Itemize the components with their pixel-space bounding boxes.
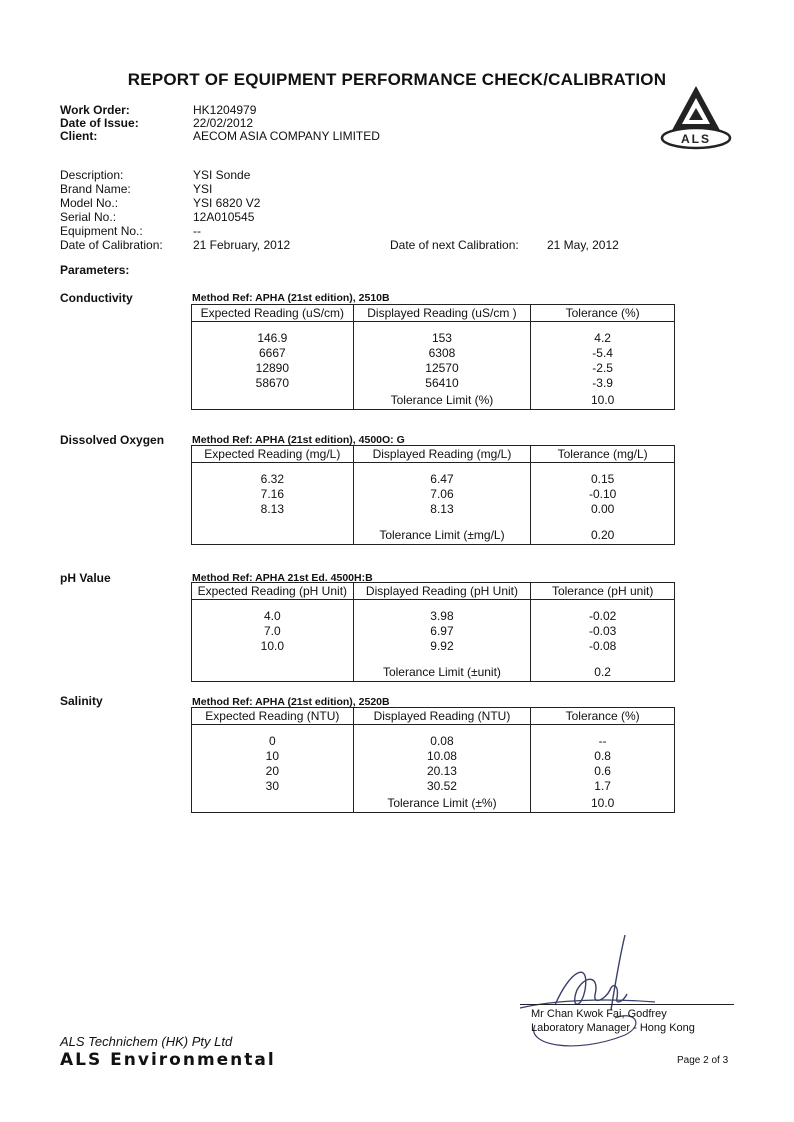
signatory-position: Laboratory Manager - Hong Kong (531, 1022, 695, 1034)
tolerance-limit-label: Tolerance Limit (±unit) (353, 663, 531, 682)
cal-date-label: Date of Calibration: (60, 238, 163, 252)
serial-label: Serial No.: (60, 210, 117, 224)
signature-line (520, 1004, 734, 1005)
table-cell: 30 (192, 779, 354, 794)
table-cell: 6.97 (353, 624, 531, 639)
table-cell: 6308 (353, 346, 531, 361)
table-cell: 0 (192, 734, 354, 749)
client-value: AECOM ASIA COMPANY LIMITED (193, 129, 380, 143)
tolerance-limit-row (192, 663, 675, 682)
parameters-label: Parameters: (60, 263, 130, 277)
client-label: Client: (60, 129, 98, 143)
tolerance-limit-row (192, 526, 675, 545)
table-row (192, 609, 675, 624)
table-row (192, 779, 675, 794)
table-cell: -0.03 (531, 624, 675, 639)
table-row (192, 346, 675, 361)
table-row (192, 487, 675, 502)
table-row (192, 502, 675, 517)
table-header: Expected Reading (NTU) (192, 708, 354, 725)
ph-value-method: Method Ref: APHA 21st Ed. 4500H:B (192, 572, 373, 584)
table-row (192, 639, 675, 654)
table-header: Displayed Reading (pH Unit) (353, 583, 531, 600)
page-number: Page 2 of 3 (677, 1055, 729, 1066)
table-cell: 12570 (353, 361, 531, 376)
table-cell: 4.2 (531, 331, 675, 346)
tolerance-limit-row (192, 794, 675, 813)
table-header: Displayed Reading (uS/cm ) (353, 305, 531, 322)
tolerance-limit-value: 10.0 (531, 794, 675, 813)
table-row (192, 361, 675, 376)
table-cell: 0.6 (531, 764, 675, 779)
model-value: YSI 6820 V2 (193, 196, 261, 210)
section-conductivity-label: Conductivity (60, 291, 133, 305)
table-cell: 20.13 (353, 764, 531, 779)
tolerance-limit-value: 0.2 (531, 663, 675, 682)
date-issue-value: 22/02/2012 (193, 116, 254, 130)
salinity-method: Method Ref: APHA (21st edition), 2520B (192, 696, 390, 708)
table-cell: 10.08 (353, 749, 531, 764)
work-order-label: Work Order: (60, 103, 130, 117)
table-cell: -- (531, 734, 675, 749)
description-label: Description: (60, 168, 124, 182)
brand-label: Brand Name: (60, 182, 131, 196)
table-cell: 9.92 (353, 639, 531, 654)
table-row (192, 764, 675, 779)
cal-date-value: 21 February, 2012 (193, 238, 291, 252)
table-cell: 7.16 (192, 487, 354, 502)
table-header: Tolerance (%) (531, 708, 675, 725)
tolerance-limit-label: Tolerance Limit (±%) (353, 794, 531, 813)
tolerance-limit-label: Tolerance Limit (%) (353, 391, 531, 410)
table-cell: 1.7 (531, 779, 675, 794)
tolerance-limit-value: 0.20 (531, 526, 675, 545)
table-cell: 20 (192, 764, 354, 779)
table-header: Expected Reading (mg/L) (192, 446, 354, 463)
table-cell: -5.4 (531, 346, 675, 361)
table-cell: 4.0 (192, 609, 354, 624)
table-cell: 0.8 (531, 749, 675, 764)
report-title: REPORT OF EQUIPMENT PERFORMANCE CHECK/CALIBRATION (127, 70, 667, 89)
table-cell: 0.08 (353, 734, 531, 749)
table-row (192, 472, 675, 487)
equip-no-value: -- (193, 224, 201, 238)
table-cell: 7.06 (353, 487, 531, 502)
table-cell: 0.00 (531, 502, 675, 517)
table-row (192, 624, 675, 639)
table-cell: -0.10 (531, 487, 675, 502)
next-cal-value: 21 May, 2012 (547, 238, 619, 252)
table-cell: 30.52 (353, 779, 531, 794)
table-cell: 3.98 (353, 609, 531, 624)
table-cell: 12890 (192, 361, 354, 376)
table-cell: -3.9 (531, 376, 675, 391)
table-cell: 146.9 (192, 331, 354, 346)
ph-value-table (191, 582, 675, 682)
section-ph-value-label: pH Value (60, 571, 111, 585)
table-cell: 10 (192, 749, 354, 764)
table-row (192, 376, 675, 391)
table-cell: 58670 (192, 376, 354, 391)
table-header: Tolerance (pH unit) (531, 583, 675, 600)
description-value: YSI Sonde (193, 168, 251, 182)
table-row (192, 331, 675, 346)
table-cell: 153 (353, 331, 531, 346)
table-header: Displayed Reading (NTU) (353, 708, 531, 725)
equip-no-label: Equipment No.: (60, 224, 143, 238)
table-header: Expected Reading (pH Unit) (192, 583, 354, 600)
dissolved-oxygen-table (191, 445, 675, 545)
dissolved-oxygen-method: Method Ref: APHA (21st edition), 4500O: G (192, 434, 405, 446)
table-cell: 7.0 (192, 624, 354, 639)
table-cell: -0.02 (531, 609, 675, 624)
table-cell: -0.08 (531, 639, 675, 654)
als-logo (660, 84, 732, 150)
tolerance-limit-row (192, 391, 675, 410)
footer-company: ALS Technichem (HK) Pty Ltd (60, 1034, 233, 1049)
table-row (192, 749, 675, 764)
logo-text: ALS (681, 132, 711, 146)
table-header: Displayed Reading (mg/L) (353, 446, 531, 463)
footer-brand: ALS Environmental (60, 1050, 276, 1070)
work-order-value: HK1204979 (193, 103, 257, 117)
salinity-table (191, 707, 675, 813)
table-row (192, 734, 675, 749)
section-dissolved-oxygen-label: Dissolved Oxygen (60, 433, 165, 447)
table-header: Expected Reading (uS/cm) (192, 305, 354, 322)
conductivity-method: Method Ref: APHA (21st edition), 2510B (192, 292, 390, 304)
table-cell: 6.47 (353, 472, 531, 487)
section-salinity-label: Salinity (60, 694, 103, 708)
tolerance-limit-label: Tolerance Limit (±mg/L) (353, 526, 531, 545)
table-cell: 0.15 (531, 472, 675, 487)
handwritten-signature (515, 930, 665, 1060)
table-header: Tolerance (mg/L) (531, 446, 675, 463)
table-cell: 56410 (353, 376, 531, 391)
table-header: Tolerance (%) (531, 305, 675, 322)
next-cal-label: Date of next Calibration: (390, 238, 519, 252)
table-cell: 8.13 (192, 502, 354, 517)
model-label: Model No.: (60, 196, 119, 210)
date-issue-label: Date of Issue: (60, 116, 139, 130)
tolerance-limit-value: 10.0 (531, 391, 675, 410)
conductivity-table (191, 304, 675, 410)
table-cell: 6667 (192, 346, 354, 361)
table-cell: -2.5 (531, 361, 675, 376)
serial-value: 12A010545 (193, 210, 255, 224)
brand-value: YSI (193, 182, 213, 196)
table-cell: 6.32 (192, 472, 354, 487)
table-cell: 10.0 (192, 639, 354, 654)
table-cell: 8.13 (353, 502, 531, 517)
signatory-name: Mr Chan Kwok Fai, Godfrey (531, 1008, 667, 1020)
